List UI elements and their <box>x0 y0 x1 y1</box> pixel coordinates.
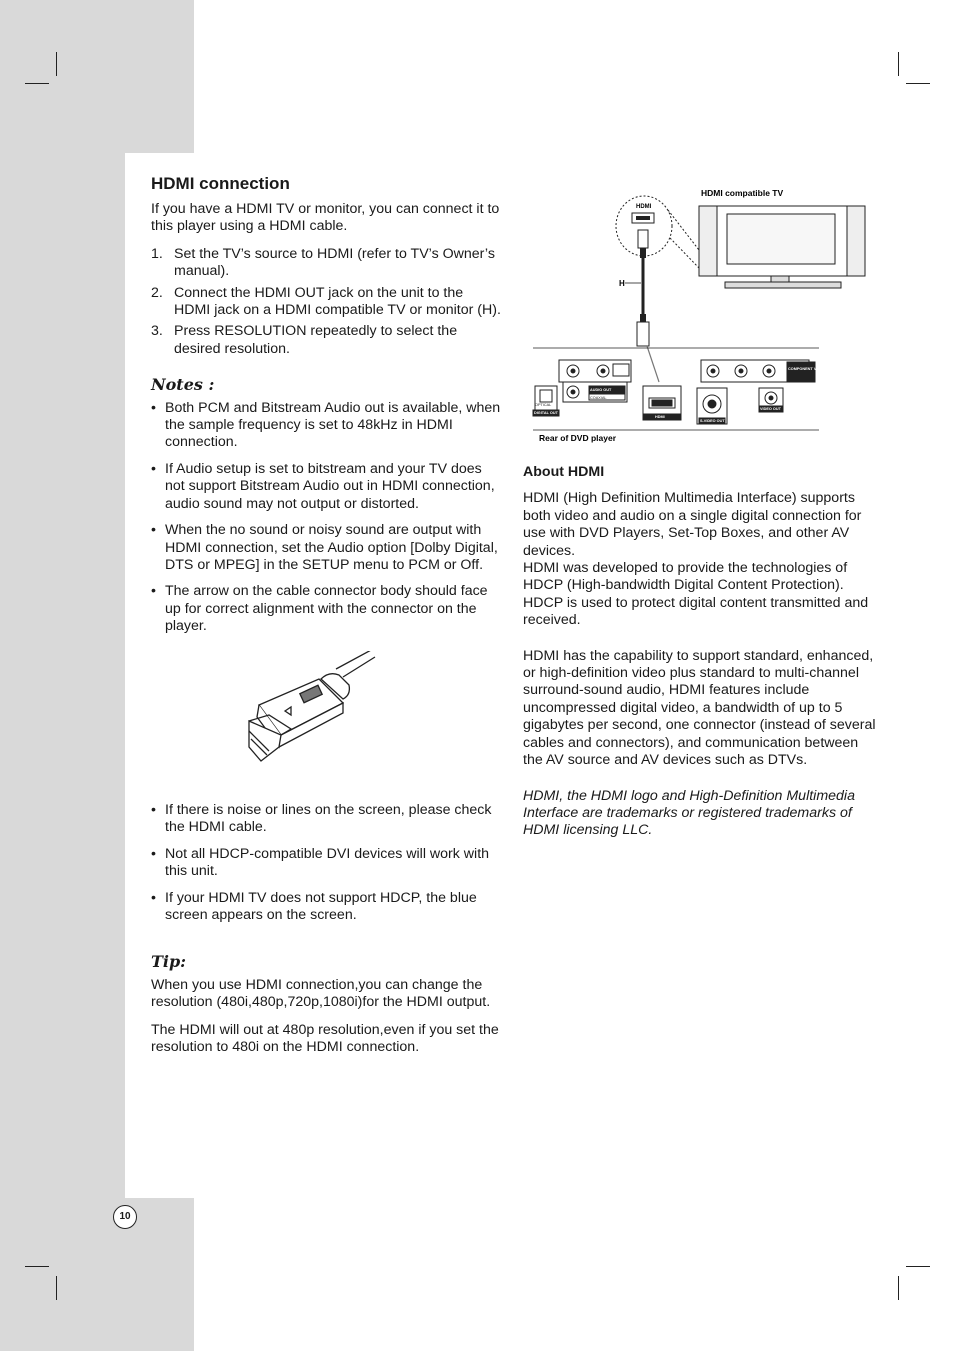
tip-paragraph: When you use HDMI connection,you can change the resolution (480i,480p,720p,1080i)for the HDMI output. <box>151 976 491 1011</box>
svideo-out-label: S-VIDEO OUT <box>700 419 725 423</box>
crop-mark <box>906 1266 930 1267</box>
tv-label: HDMI compatible TV <box>701 188 784 198</box>
trademark-note: HDMI, the HDMI logo and High-Definition Multimedia Interface are trademarks or registered trademarks of HDMI licensing LLC. <box>523 787 855 839</box>
crop-mark <box>898 1276 899 1300</box>
cable-label: H <box>619 279 625 288</box>
video-out-label: VIDEO OUT <box>760 407 781 411</box>
tip-heading: Tip: <box>151 952 187 972</box>
digital-out-label: DIGITAL OUT <box>534 411 558 415</box>
note-item: • If there is noise or lines on the screen, please check the HDMI cable. <box>151 802 503 837</box>
note-item: • When the no sound or noisy sound are output with HDMI connection, set the Audio option [Dolby Digital, DTS or MPEG] in the SETUP menu to PCM or Off. <box>151 522 503 574</box>
notes-list <box>151 400 503 636</box>
intro-paragraph: If you have a HDMI TV or monitor, you can connect it to this player using a HDMI cable. <box>151 201 500 235</box>
step-item: 2. Connect the HDMI OUT jack on the unit to the HDMI jack on a HDMI compatible TV or monitor (H). <box>151 284 501 319</box>
step-item: 3. Press RESOLUTION repeatedly to select the desired resolution. <box>151 323 458 357</box>
note-item: • Both PCM and Bitstream Audio out is available, when the sample frequency is set to 48kHz in HDMI connection. <box>151 400 503 452</box>
right-column <box>523 464 879 850</box>
steps-list <box>151 246 503 358</box>
margin-band-mid <box>0 153 125 1198</box>
crop-mark <box>898 52 899 76</box>
optical-label: OPTICAL <box>535 403 552 407</box>
note-item: • Not all HDCP-compatible DVI devices will work with this unit. <box>151 846 503 881</box>
tip-paragraph: The HDMI will out at 480p resolution,even if you set the resolution to 480i on the HDMI connection. <box>151 1021 499 1055</box>
cable-plug-bottom <box>637 322 649 346</box>
cable-plug-top <box>638 230 648 248</box>
left-column <box>151 174 503 1066</box>
note-item: • If Audio setup is set to bitstream and your TV does not support Bitstream Audio out in HDMI connection, audio sound may not output or distorted. <box>151 461 503 513</box>
about-paragraph: HDMI (High Definition Multimedia Interface) supports both video and audio on a single digital connection for use with DVD Players, Set-Top Boxes, and other AV devices. <box>523 490 862 559</box>
about-hdmi-title: About HDMI <box>523 464 605 480</box>
tv-hdmi-port-label: HDMI <box>636 204 652 210</box>
about-paragraph: HDMI was developed to provide the technologies of HDCP (High-bandwidth Digital Content Protection). HDCP is used to protect digital content transmitted and received. <box>523 560 869 629</box>
hdmi-plug-illustration <box>151 651 503 783</box>
crop-mark <box>56 52 57 76</box>
about-paragraph: HDMI has the capability to support standard, enhanced, or high-definition video plus standard to multi-channel surround-sound audio, HDMI features include uncompressed digital video, a bandwidth of up to 5 gigabytes per second, one connector (instead of several cables and connectors), and communication between the AV source and AV devices such as DTVs. <box>523 647 876 769</box>
margin-band-top <box>0 0 194 153</box>
crop-mark <box>25 83 49 84</box>
hdmi-out-label: HDMI <box>655 415 665 419</box>
note-item: • If your HDMI TV does not support HDCP, the blue screen appears on the screen. <box>151 890 503 925</box>
component-out-label: COMPONENT VIDEO OUT <box>788 367 835 371</box>
hdmi-connection-diagram <box>523 182 879 448</box>
rear-label: Rear of DVD player <box>539 433 616 443</box>
crop-mark <box>56 1276 57 1300</box>
tv-icon <box>699 206 865 288</box>
note-item: • The arrow on the cable connector body should face up for correct alignment with the connector on the player. <box>151 583 503 635</box>
crop-mark <box>25 1266 49 1267</box>
page-number: 10 <box>113 1205 137 1229</box>
coaxial-label: COAXIAL <box>590 396 607 400</box>
notes-heading: Notes : <box>151 375 215 395</box>
audio-out-label: AUDIO OUT <box>590 388 612 392</box>
crop-mark <box>906 83 930 84</box>
notes-list-continued <box>151 802 503 924</box>
rear-panel <box>533 360 815 424</box>
section-title: HDMI connection <box>151 174 290 193</box>
step-item: 1. Set the TV’s source to HDMI (refer to TV’s Owner’s manual). <box>151 245 495 280</box>
margin-band-bottom <box>0 1198 194 1351</box>
